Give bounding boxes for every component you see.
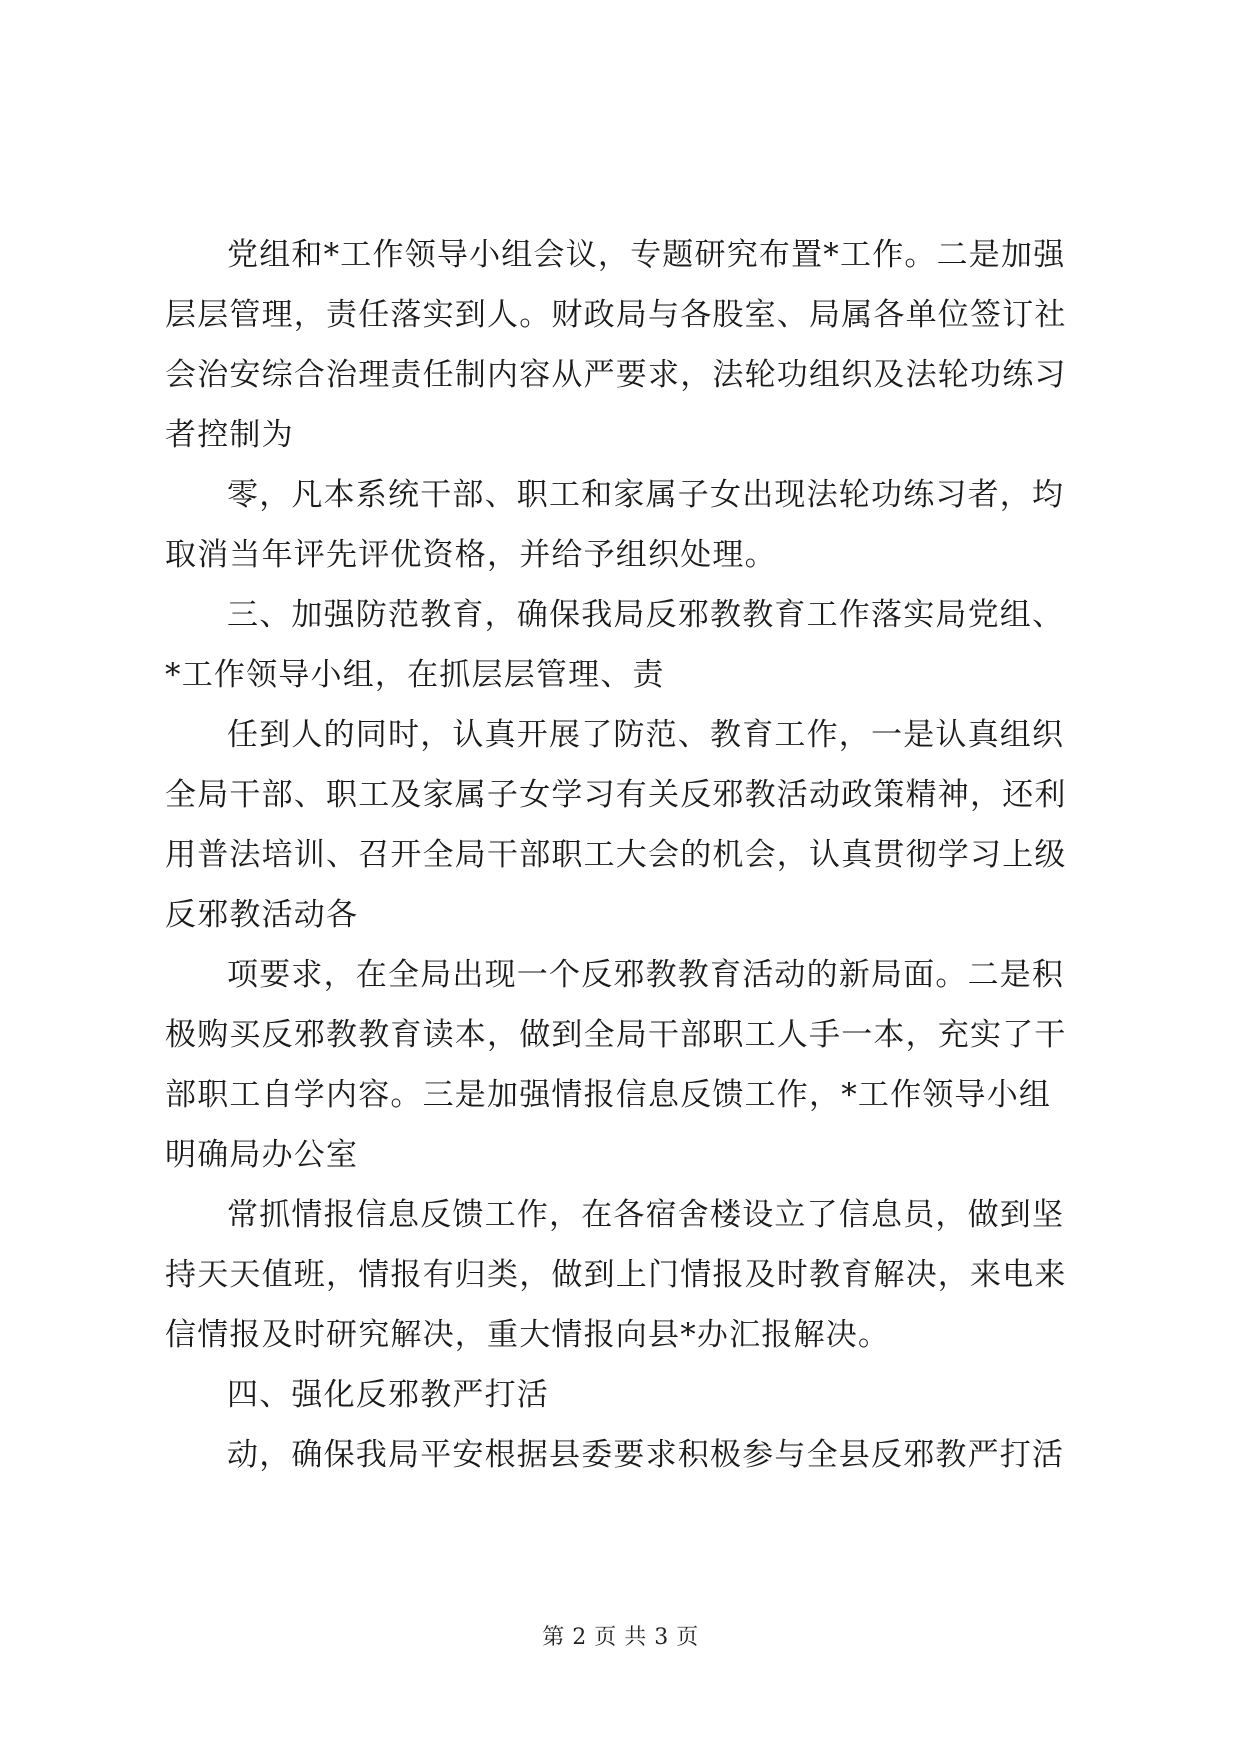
text-line: 项要求，在全局出现一个反邪教教育活动的新局面。二是积: [227, 957, 1065, 993]
document-body: [165, 225, 1085, 1485]
paragraph-7: [165, 1365, 1085, 1425]
text-line: 者控制为: [165, 417, 294, 453]
text-line: 零，凡本系统干部、职工和家属子女出现法轮功练习者，均: [227, 477, 1065, 513]
text-line: 明确局办公室: [165, 1137, 359, 1173]
text-line: 四、强化反邪教严打活: [227, 1377, 549, 1413]
paragraph-3: [165, 585, 1085, 705]
text-line: 信情报及时研究解决，重大情报向县*办汇报解决。: [165, 1317, 891, 1353]
text-line: 会治安综合治理责任制内容从严要求，法轮功组织及法轮功练习: [165, 357, 1067, 393]
text-line: *工作领导小组，在抓层层管理、责: [165, 657, 665, 693]
text-line: 持天天值班，情报有归类，做到上门情报及时教育解决，来电来: [165, 1257, 1067, 1293]
text-line: 层层管理，责任落实到人。财政局与各股室、局属各单位签订社: [165, 297, 1067, 333]
paragraph-8: [165, 1425, 1085, 1485]
text-line: 全局干部、职工及家属子女学习有关反邪教活动政策精神，还利: [165, 777, 1067, 813]
paragraph-2: [165, 465, 1085, 585]
text-line: 党组和*工作领导小组会议，专题研究布置*工作。二是加强: [227, 237, 1066, 273]
text-line: 常抓情报信息反馈工作，在各宿舍楼设立了信息员，做到坚: [227, 1197, 1065, 1233]
text-line: 部职工自学内容。三是加强情报信息反馈工作，*工作领导小组: [165, 1077, 1052, 1113]
text-line: 三、加强防范教育，确保我局反邪教教育工作落实局党组、: [227, 597, 1065, 633]
text-line: 用普法培训、召开全局干部职工大会的机会，认真贯彻学习上级: [165, 837, 1067, 873]
text-line: 反邪教活动各: [165, 897, 359, 933]
text-line: 任到人的同时，认真开展了防范、教育工作，一是认真组织: [227, 717, 1065, 753]
paragraph-6: [165, 1185, 1085, 1365]
paragraph-4: [165, 705, 1085, 945]
paragraph-1: [165, 225, 1085, 465]
text-line: 极购买反邪教教育读本，做到全局干部职工人手一本，充实了干: [165, 1017, 1067, 1053]
page-number-footer: 第 2 页 共 3 页: [542, 1625, 699, 1650]
text-line: 取消当年评先评优资格，并给予组织处理。: [165, 537, 777, 573]
paragraph-5: [165, 945, 1085, 1185]
text-line: 动，确保我局平安根据县委要求积极参与全县反邪教严打活: [227, 1437, 1065, 1473]
